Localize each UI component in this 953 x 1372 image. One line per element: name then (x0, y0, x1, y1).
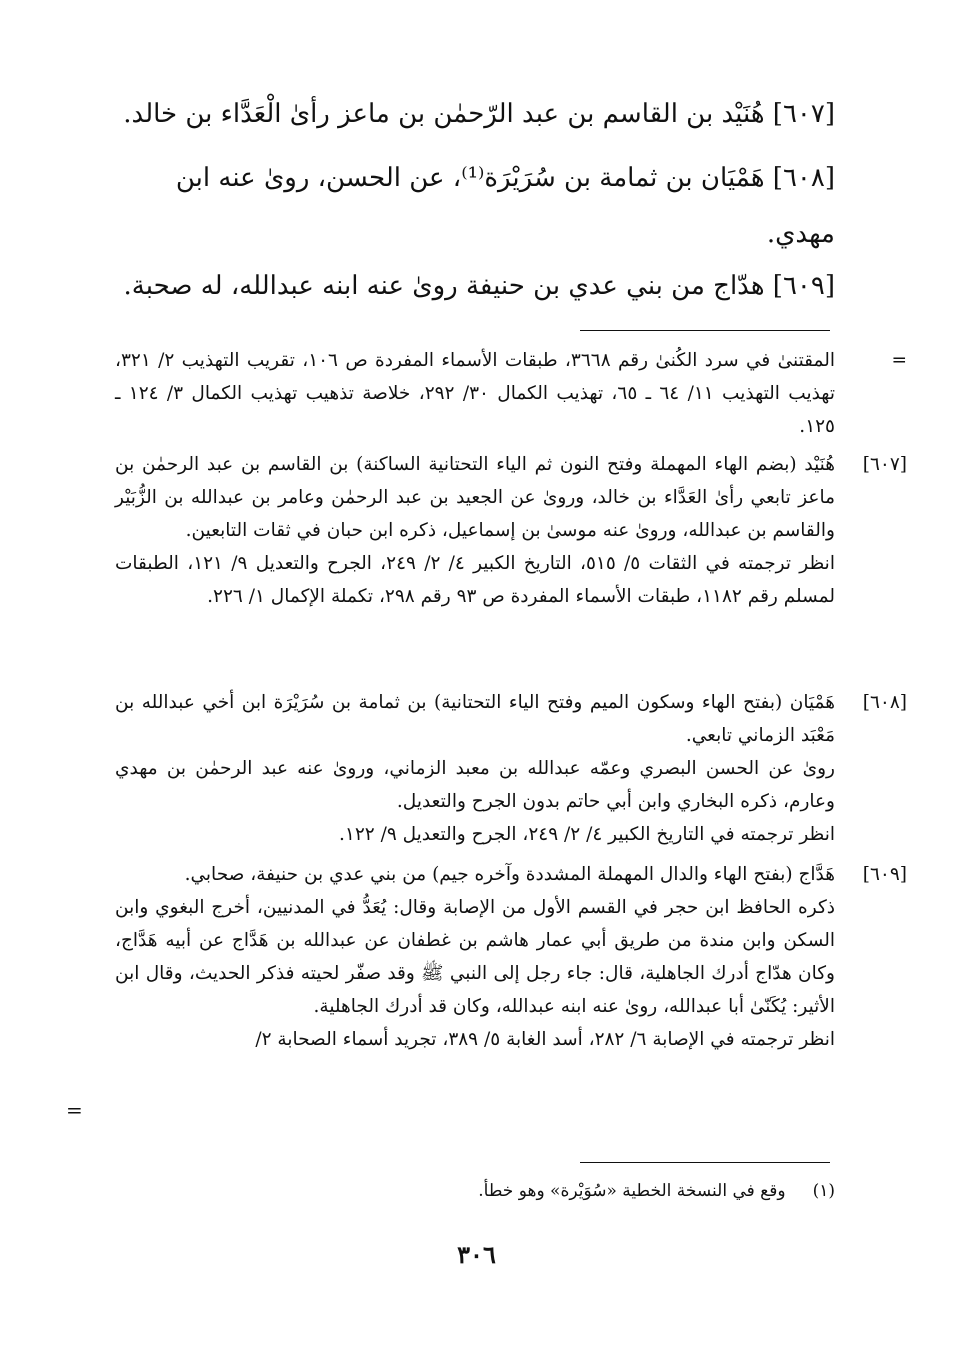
note-number: [٦٠٩] (862, 864, 907, 885)
footnote-text: وقع في النسخة الخطية «سُوَيْرة» وهو خطأ. (478, 1181, 786, 1201)
note-number: [٦٠٧] (862, 454, 907, 475)
entry-609: [٦٠٩] هدّاج من بني عدي بن حنيفة روىٰ عنه ابنه عبدالله، له صحبة. (123, 271, 835, 301)
note-paragraph: هُنَيْد (بضم الهاء المهملة وفتح النون ثم الياء التحتانية الساكنة) بن القاسم بن عبد الرحمٰن بن ماعز تابعي رأىٰ العَدَّاء بن خالد، وروىٰ عن الجعيد بن عبد الرحمٰن وعامر بن عبدالله بن الزُّبَيْر والقاسم بن عبدالله، وروىٰ عنه موسىٰ بن إسماعيل، ذكره ابن حبان في ثقات التابعين. (115, 454, 835, 541)
notes-separator-rule (580, 330, 830, 331)
note-continued-text: المقتنىٰ في سرد الكُنىٰ رقم ٣٦٦٨، طبقات الأسماء المفردة ص ١٠٦، تقريب التهذيب ٢/ ٣٢١، تهذيب التهذيب ١١/ ٦٤ ـ ٦٥، تهذيب الكمال ٣٠/ ٢٩٢، خلاصة تذهيب تهذيب الكمال ٣/ ١٢٤ ـ ١٢٥. (115, 350, 835, 437)
note-608 (115, 686, 907, 851)
note-609 (115, 858, 907, 1056)
entry-607: [٦٠٧] هُنَيْد بن القاسم بن عبد الرّحمٰن بن ماعز رأىٰ الْعَدَّاء بن خالد. (123, 99, 835, 129)
entry-608: [٦٠٨] هَمْيَان بن ثمامة بن سُرَيْرَة⁽¹⁾، عن الحسن، روىٰ عنه ابن مهدي. (175, 163, 835, 249)
footnote-number: (١) (812, 1181, 835, 1201)
note-paragraph: انظر ترجمته في التاريخ الكبير ٤/ ٢/ ٢٤٩، الجرح والتعديل ٩/ ١٢٢. (339, 824, 835, 845)
note-607 (115, 448, 907, 613)
page-number: ٣٠٦ (457, 1240, 496, 1269)
continuation-marker: = (66, 1098, 83, 1122)
note-paragraph: روىٰ عن الحسن البصري وعمّه عبدالله بن معبد الزماني، وروىٰ عنه عبد الرحمٰن بن مهدي وعارم، ذكره البخاري وابن أبي حاتم بدون الجرح والتعديل. (115, 758, 835, 812)
note-paragraph: ذكره الحافظ ابن حجر في القسم الأول من الإصابة وقال: يُعَدُّ في المدنيين، أخرج البغوي وابن السكن وابن مندة من طريق أبي عمار هاشم بن غطفان عن عبدالله بن هَدَّاج عن أبيه هَدَّاج، وكان هدّاج أدرك الجاهلية، قال: جاء رجل إلى النبي ﷺ وقد صفّر لحيته فذكر الحديث، وقال ابن الأثير: يُكَنّىٰ أبا عبدالله، روىٰ عنه ابنه عبدالله، وكان قد أدرك الجاهلية. (115, 897, 835, 1017)
note-paragraph: انظر ترجمته في الثقات ٥/ ٥١٥، التاريخ الكبير ٤/ ٢/ ٢٤٩، الجرح والتعديل ٩/ ١٢١، الطبقات لمسلم رقم ١١٨٢، طبقات الأسماء المفردة ص ٩٣ رقم ٢٩٨، تكملة الإكمال ١/ ٢٢٦. (115, 553, 835, 607)
note-paragraph: هَدَّاج (بفتح الهاء والدال المهملة المشددة وآخره جيم) من بني عدي بن حنيفة، صحابي. (184, 864, 835, 885)
note-paragraph: انظر ترجمته في الإصابة ٦/ ٢٨٢، أسد الغابة ٥/ ٣٨٩، تجريد أسماء الصحابة ٢/ (255, 1029, 835, 1050)
note-continued (115, 344, 907, 443)
note-paragraph: هَمْيَان (بفتح الهاء وسكون الميم وفتح الياء التحتانية) بن ثمامة بن سُرَيْرَة ابن أخي عبدالله بن مَعْبَد الزماني تابعي. (115, 692, 835, 746)
note-number: [٦٠٨] (862, 692, 907, 713)
continuation-marker: = (891, 350, 907, 371)
footnote-1 (115, 1176, 835, 1206)
footnote-separator-rule (580, 1162, 830, 1163)
